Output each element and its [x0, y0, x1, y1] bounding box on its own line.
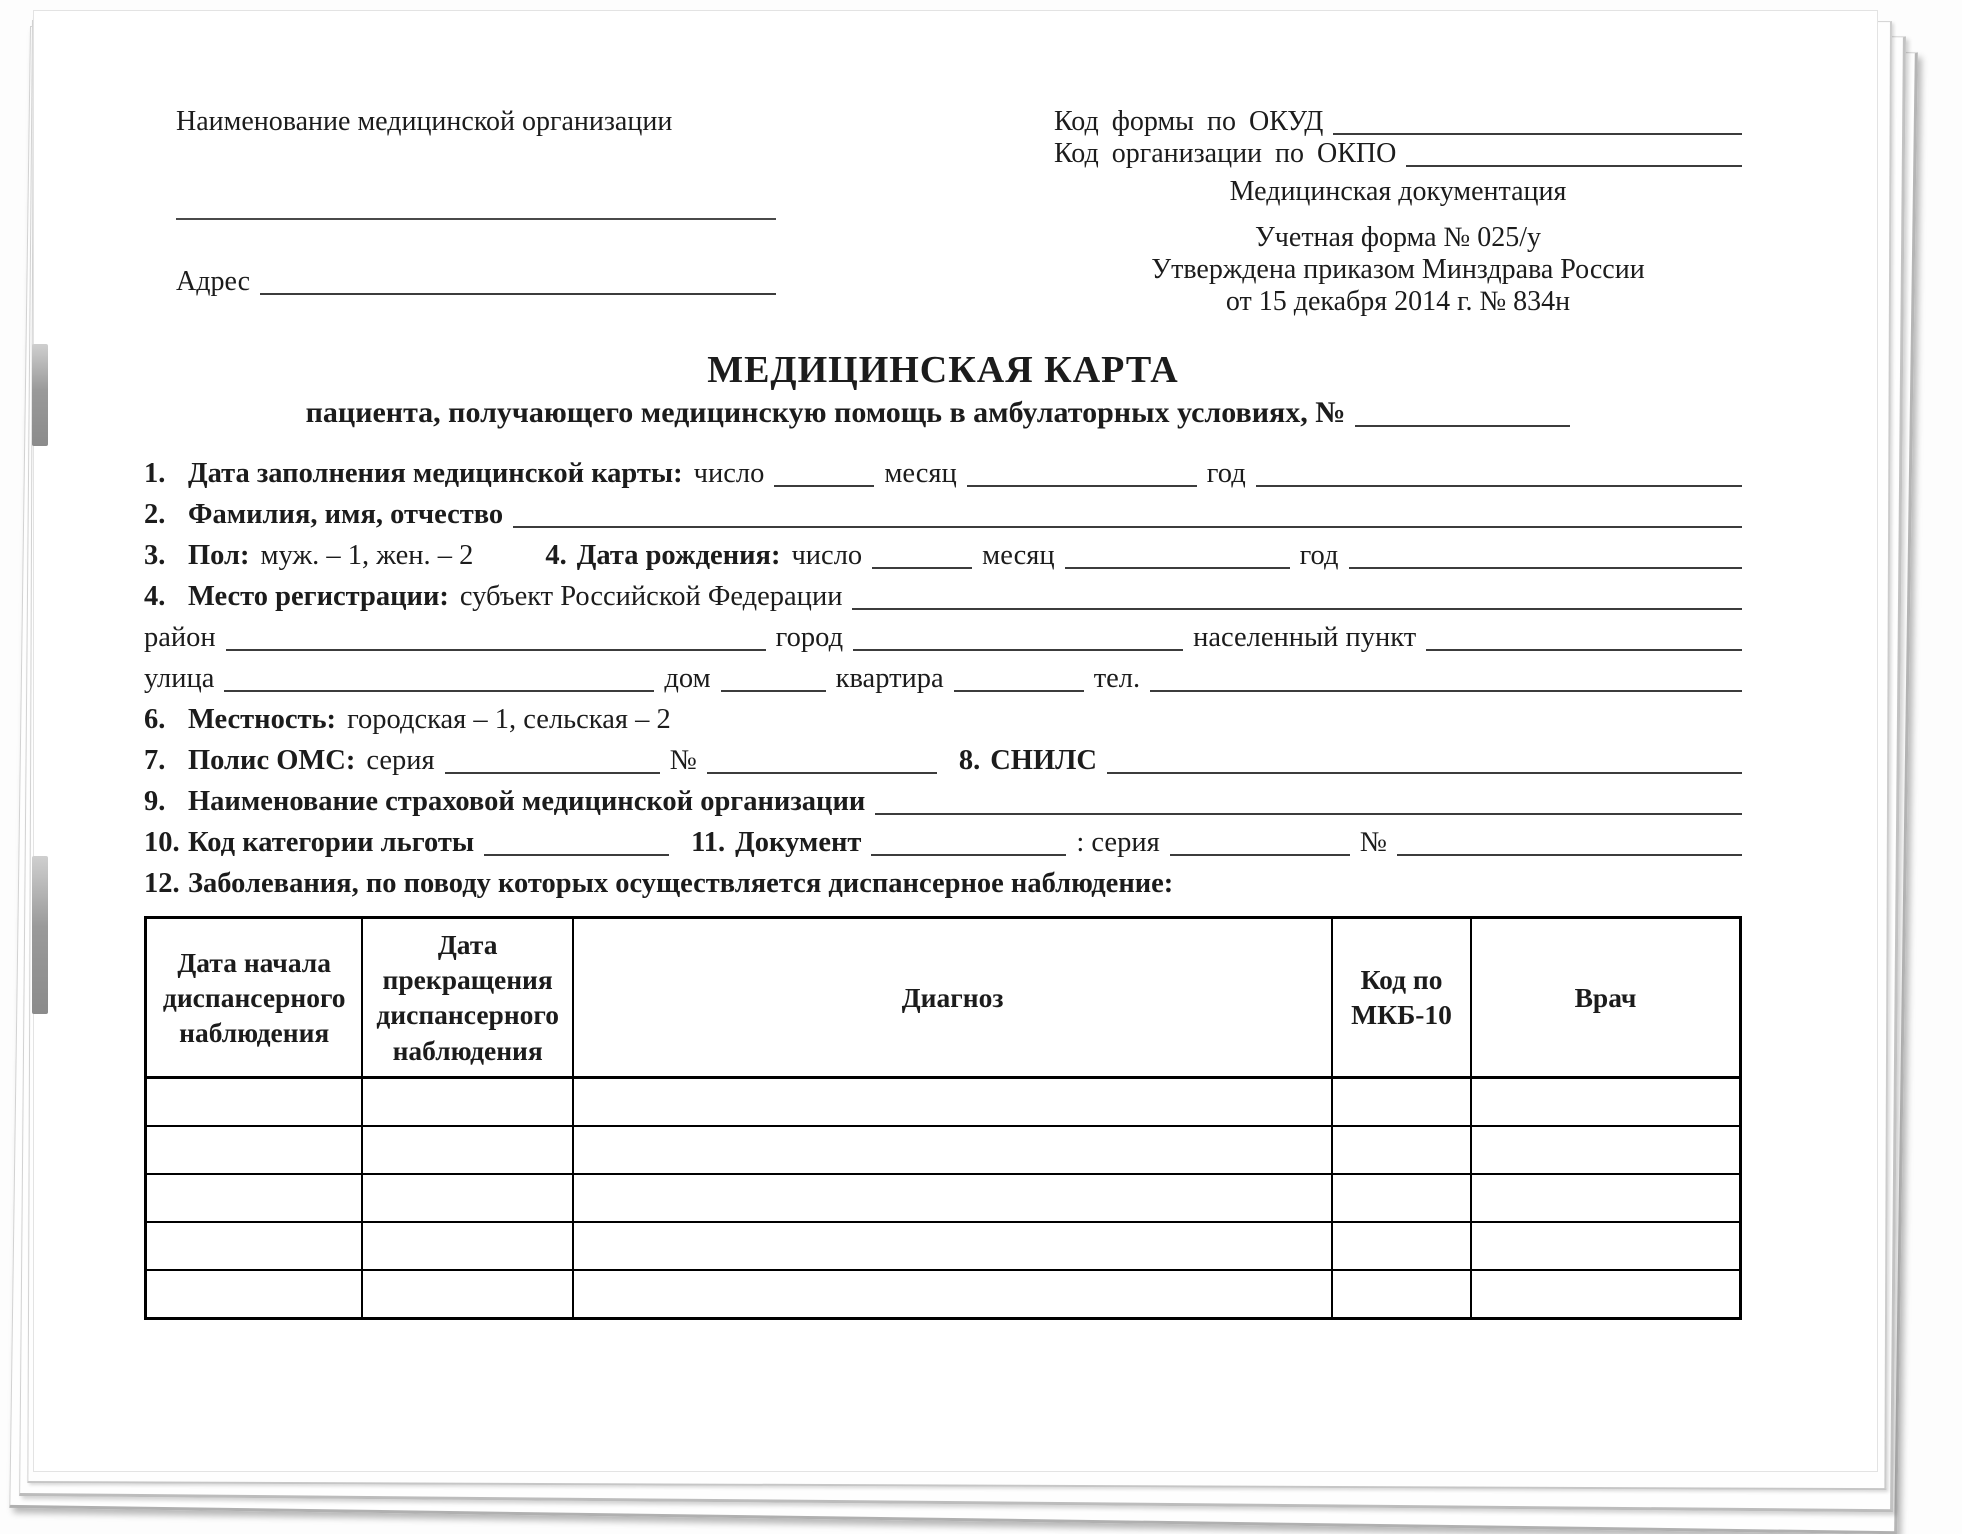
- dispensary-heading-label: Заболевания, по поводу которых осуществляется диспансерное наблюдение:: [188, 868, 1174, 899]
- table-cell[interactable]: [146, 1077, 363, 1126]
- table-row: [146, 1174, 1741, 1222]
- registration-street-row: [144, 663, 1742, 695]
- table-row: [146, 1270, 1741, 1319]
- approved-date-caption: от 15 декабря 2014 г. № 834н: [1225, 286, 1571, 317]
- field-sex-and-birthdate: [144, 540, 1742, 572]
- birthdate-year-label: год: [1299, 540, 1339, 571]
- field-number: 10.: [144, 827, 180, 858]
- sex-label: Пол:: [188, 540, 250, 571]
- form-subtitle: [144, 396, 1742, 430]
- field-registration: [144, 581, 1742, 613]
- okpo-label: Код организации по ОКПО: [1054, 138, 1397, 169]
- form-subtitle-text: пациента, получающего медицинскую помощь в амбулаторных условиях, №: [305, 396, 1346, 429]
- benefit-code-label: Код категории льготы: [188, 827, 475, 858]
- form-number-caption: Учетная форма № 025/у: [1254, 222, 1542, 253]
- binder-mark-top: [32, 344, 48, 446]
- dispensary-observation-table: [144, 916, 1742, 1320]
- field-oms-snils: [144, 745, 1742, 777]
- birthdate-day-label: число: [791, 540, 863, 571]
- table-cell[interactable]: [1471, 1174, 1741, 1222]
- binder-mark-bottom: [32, 856, 48, 1014]
- birthdate-month-label: месяц: [982, 540, 1055, 571]
- table-cell[interactable]: [1332, 1270, 1471, 1319]
- document-series-blank[interactable]: [1170, 827, 1350, 856]
- table-cell[interactable]: [146, 1270, 363, 1319]
- header-left-block: [176, 106, 776, 298]
- approved-caption: Утверждена приказом Минздрава России: [1151, 254, 1645, 285]
- field-number: 1.: [144, 458, 166, 489]
- district-label: район: [144, 622, 216, 653]
- snils-label: СНИЛС: [990, 745, 1097, 776]
- table-cell[interactable]: [362, 1126, 573, 1174]
- settlement-label: населенный пункт: [1193, 622, 1417, 653]
- table-row: [146, 1126, 1741, 1174]
- fill-date-day-label: число: [693, 458, 765, 489]
- table-cell[interactable]: [1471, 1270, 1741, 1319]
- field-dispensary-heading: [144, 868, 1742, 900]
- field-number: 6.: [144, 704, 166, 735]
- field-number: 8.: [958, 745, 981, 776]
- insurance-org-label: Наименование страховой медицинской организации: [188, 786, 866, 817]
- phone-blank[interactable]: [1150, 663, 1742, 692]
- registration-label: Место регистрации:: [188, 581, 449, 612]
- birthdate-label: Дата рождения:: [576, 540, 781, 571]
- apartment-blank[interactable]: [954, 663, 1084, 692]
- benefit-code-blank[interactable]: [484, 827, 669, 856]
- field-number: 4.: [144, 581, 166, 612]
- card-number-blank[interactable]: [1355, 396, 1570, 427]
- table-header-row: [146, 918, 1741, 1078]
- oms-number-blank[interactable]: [707, 745, 937, 774]
- field-number: 4.: [545, 540, 567, 571]
- registration-subject-blank[interactable]: [852, 581, 1742, 610]
- table-cell[interactable]: [1471, 1077, 1741, 1126]
- field-number: 3.: [144, 540, 166, 571]
- doc-caption: Медицинская документация: [1229, 176, 1567, 207]
- field-number: 11.: [691, 827, 726, 858]
- table-cell[interactable]: [1332, 1126, 1471, 1174]
- fill-date-month-label: месяц: [884, 458, 957, 489]
- table-cell[interactable]: [146, 1174, 363, 1222]
- registration-district-row: [144, 622, 1742, 654]
- col-end-date-header: Дата прекращения диспансерного наблюдения: [362, 918, 573, 1078]
- header-right-block: [1054, 106, 1742, 318]
- district-blank[interactable]: [226, 622, 766, 651]
- fullname-label: Фамилия, имя, отчество: [188, 499, 504, 530]
- oms-number-label: №: [669, 745, 697, 776]
- table-cell[interactable]: [1332, 1222, 1471, 1270]
- table-cell[interactable]: [1471, 1222, 1741, 1270]
- table-cell[interactable]: [573, 1270, 1332, 1319]
- locality-label: Местность:: [188, 704, 337, 735]
- table-cell[interactable]: [573, 1077, 1332, 1126]
- table-cell[interactable]: [146, 1126, 363, 1174]
- fill-date-year-blank[interactable]: [1256, 458, 1742, 487]
- okpo-row: [1054, 138, 1742, 170]
- registration-subject-label: субъект Российской Федерации: [459, 581, 843, 612]
- fullname-blank[interactable]: [513, 499, 1742, 528]
- document-number-blank[interactable]: [1397, 827, 1742, 856]
- street-label: улица: [144, 663, 215, 694]
- org-name-blank[interactable]: [176, 216, 776, 220]
- street-blank[interactable]: [224, 663, 654, 692]
- field-locality: [144, 704, 1742, 736]
- fill-date-month-blank[interactable]: [967, 458, 1197, 487]
- address-blank[interactable]: [260, 266, 776, 295]
- form-title: МЕДИЦИНСКАЯ КАРТА: [707, 349, 1179, 391]
- table-cell[interactable]: [362, 1222, 573, 1270]
- city-label: город: [775, 622, 844, 653]
- table-cell[interactable]: [362, 1270, 573, 1319]
- table-cell[interactable]: [146, 1222, 363, 1270]
- table-cell[interactable]: [1332, 1174, 1471, 1222]
- field-number: 2.: [144, 499, 166, 530]
- field-number: 7.: [144, 745, 166, 776]
- fill-date-year-label: год: [1206, 458, 1246, 489]
- table-cell[interactable]: [1471, 1126, 1741, 1174]
- form-fields: [144, 458, 1742, 900]
- form-page: [33, 10, 1878, 1472]
- document-number-label: №: [1359, 827, 1387, 858]
- field-fill-date: [144, 458, 1742, 490]
- okud-row: [1054, 106, 1742, 138]
- table-cell[interactable]: [573, 1126, 1332, 1174]
- oms-series-label: серия: [366, 745, 435, 776]
- fill-date-day-blank[interactable]: [774, 458, 874, 487]
- field-number: 9.: [144, 786, 166, 817]
- address-row: [176, 266, 776, 298]
- form-header: [144, 106, 1742, 318]
- table-row: [146, 1077, 1741, 1126]
- okud-label: Код формы по ОКУД: [1054, 106, 1324, 137]
- house-blank[interactable]: [721, 663, 826, 692]
- phone-label: тел.: [1093, 663, 1141, 694]
- address-label: Адрес: [176, 266, 251, 297]
- okpo-blank[interactable]: [1406, 138, 1742, 167]
- field-fullname: [144, 499, 1742, 531]
- field-benefit-document: [144, 827, 1742, 859]
- birthdate-day-blank[interactable]: [872, 540, 972, 569]
- oms-label: Полис ОМС:: [188, 745, 356, 776]
- field-insurance-org: [144, 786, 1742, 818]
- birthdate-year-blank[interactable]: [1349, 540, 1743, 569]
- locality-options: городская – 1, сельская – 2: [347, 704, 671, 735]
- apartment-label: квартира: [835, 663, 944, 694]
- table-row: [146, 1222, 1741, 1270]
- table-cell[interactable]: [362, 1174, 573, 1222]
- okud-blank[interactable]: [1333, 106, 1742, 135]
- table-cell[interactable]: [1332, 1077, 1471, 1126]
- field-number: 12.: [144, 868, 180, 899]
- fill-date-label: Дата заполнения медицинской карты:: [188, 458, 683, 489]
- col-diagnosis-header: Диагноз: [573, 918, 1332, 1078]
- col-start-date-header: Дата начала диспансерного наблюдения: [146, 918, 363, 1078]
- document-blank[interactable]: [871, 827, 1066, 856]
- oms-series-blank[interactable]: [445, 745, 660, 774]
- table-cell[interactable]: [573, 1222, 1332, 1270]
- insurance-org-blank[interactable]: [875, 786, 1742, 815]
- sex-options: муж. – 1, жен. – 2: [260, 540, 474, 571]
- col-doctor-header: Врач: [1471, 918, 1741, 1078]
- city-blank[interactable]: [853, 622, 1183, 651]
- birthdate-month-blank[interactable]: [1065, 540, 1290, 569]
- snils-blank[interactable]: [1107, 745, 1742, 774]
- table-cell[interactable]: [362, 1077, 573, 1126]
- settlement-blank[interactable]: [1426, 622, 1742, 651]
- col-icd10-code-header: Код по МКБ-10: [1332, 918, 1471, 1078]
- document-label: Документ: [735, 827, 862, 858]
- document-series-label: : серия: [1076, 827, 1160, 858]
- house-label: дом: [664, 663, 711, 694]
- table-cell[interactable]: [573, 1174, 1332, 1222]
- org-name-label: Наименование медицинской организации: [176, 106, 673, 137]
